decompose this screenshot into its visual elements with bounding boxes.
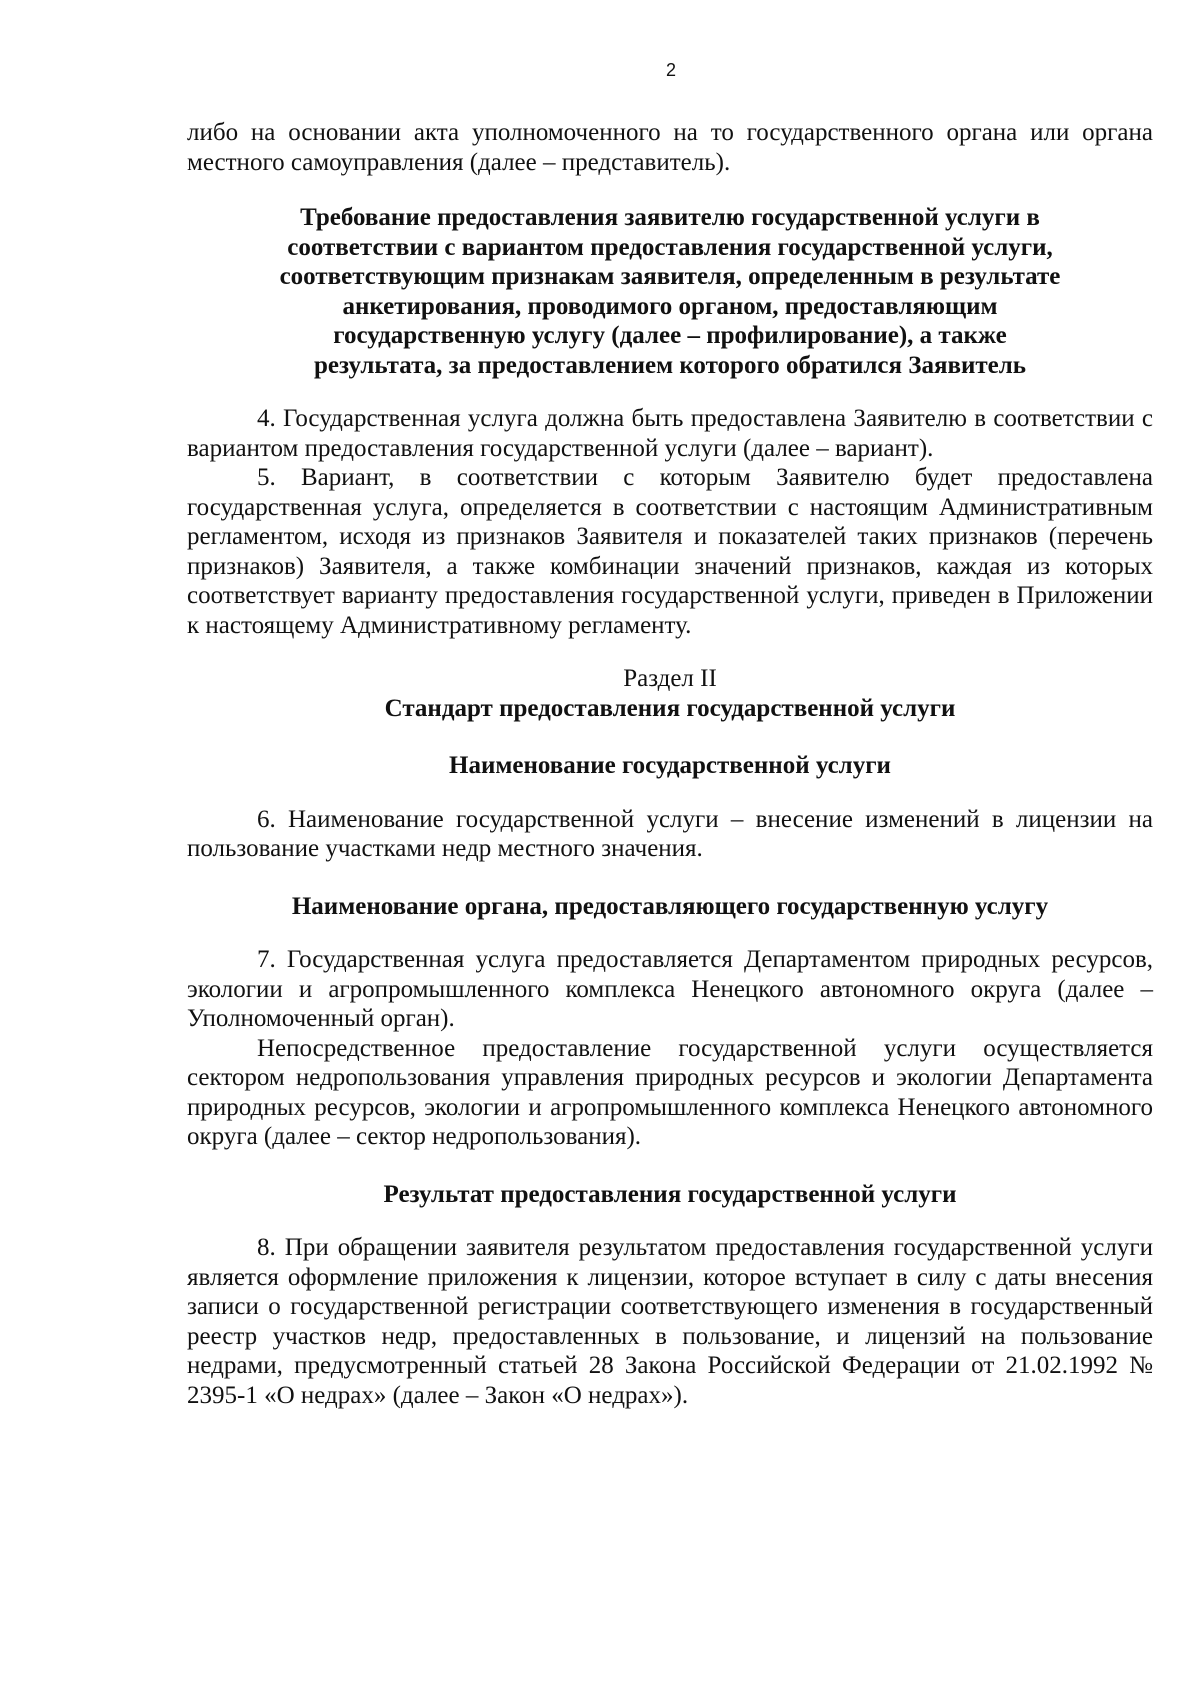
paragraph-4: 4. Государственная услуга должна быть предоставлена Заявителю в соответствии с вариантом предоставления государственной услуги (далее – вариант). — [187, 405, 1153, 462]
paragraph-6: 6. Наименование государственной услуги – внесение изменений в лицензии на пользование участками недр местного значения. — [187, 805, 1153, 862]
heading-service-body: Наименование органа, предоставляющего государственную услугу — [291, 892, 1049, 920]
paragraph-8: 8. При обращении заявителя результатом предоставления государственной услуги является оформление приложения к лицензии, которое вступает в силу с даты внесения записи о государственной регистрации соответствующего изменения в государственный реестр участков недр, предоставленных в пользование, и лицензий на пользование недрами, предусмотренный статьей 28 Закона Российской Федерации от 21.02.1992 № 2395-1 «О недрах» (далее – Закон «О недрах»). — [187, 1234, 1153, 1409]
document-body — [187, 118, 1153, 1410]
section-label: Раздел II — [623, 665, 717, 692]
paragraph-7b: Непосредственное предоставление государственной услуги осуществляется сектором недропользования управления природных ресурсов и экологии Департамента природных ресурсов, экологии и агропромышленного комплекса Ненецкого автономного округа (далее – сектор недропользования). — [187, 1034, 1153, 1150]
paragraph-7: 7. Государственная услуга предоставляется Департаментом природных ресурсов, экологии и агропромышленного комплекса Ненецкого автономного округа (далее – Уполномоченный орган). — [187, 946, 1153, 1032]
intro-paragraph: либо на основании акта уполномоченного на то государственного органа или органа местного самоуправления (далее – представитель). — [187, 119, 1153, 176]
page-number: 2 — [665, 60, 676, 80]
section-title: Стандарт предоставления государственной услуги — [384, 694, 956, 722]
heading-service-result: Результат предоставления государственной услуги — [383, 1180, 957, 1208]
heading-service-name: Наименование государственной услуги — [449, 752, 891, 779]
heading-variant: Требование предоставления заявителю государственной услуги в соответствии с вариантом предоставления государственной услуги, соответствующим признакам заявителя, определенным в результате анкетирования, проводимого органом, предоставляющим государственную услугу (далее – профилирование), а также результата, за предоставлением которого обратился Заявитель — [279, 204, 1061, 379]
paragraph-5: 5. Вариант, в соответствии с которым Заявителю будет предоставлена государственная услуга, определяется в соответствии с настоящим Административным регламентом, исходя из признаков Заявителя и показателей таких признаков (перечень признаков) Заявителя, а также комбинации значений признаков, каждая из которых соответствует варианту предоставления государственной услуги, приведен в Приложении к настоящему Административному регламенту. — [187, 464, 1153, 639]
